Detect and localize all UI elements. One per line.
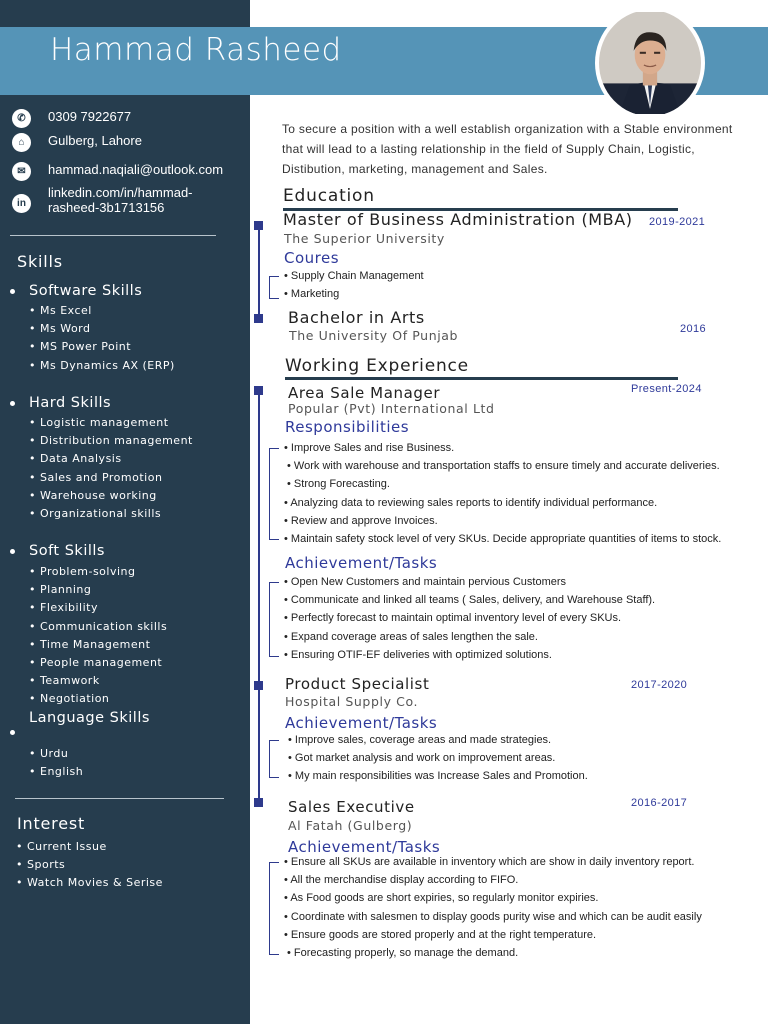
list-item: • Sports	[16, 856, 163, 874]
list-item: • Coordinate with salesmen to display goods purity wise and which can be audit easily	[284, 908, 702, 926]
list-item: • Negotiation	[29, 690, 167, 708]
contact-email[interactable]	[12, 162, 223, 181]
timeline-marker	[254, 314, 263, 323]
bullet-icon	[10, 289, 15, 294]
list-item: • Open New Customers and maintain pervious Customers	[284, 573, 655, 591]
list-item: • Marketing	[284, 285, 424, 303]
list-item: • Strong Forecasting.	[284, 475, 721, 493]
interest-list	[16, 838, 163, 893]
list-item: • People management	[29, 654, 167, 672]
timeline-marker	[254, 798, 263, 807]
software-skills-label: Software Skills	[29, 283, 143, 299]
career-objective: To secure a position with a well establish organization with a Stable environment that will lead to a lasting relationship in the field of Supply Chain, Logistic, Distibution, marketing, management and Sales.	[282, 122, 733, 176]
list-item: • Ms Dynamics AX (ERP)	[29, 357, 175, 375]
list-item: • Communication skills	[29, 618, 167, 636]
list-item: • Data Analysis	[29, 450, 193, 468]
job-2-title: Product Specialist	[285, 675, 430, 693]
job-3-date: 2016-2017	[631, 797, 688, 809]
language-skills-heading	[29, 710, 150, 726]
email-link[interactable]: hammad.naqiali@outlook.com	[48, 162, 224, 177]
ba-date: 2016	[680, 323, 707, 335]
courses-bracket	[269, 276, 279, 299]
courses-heading: Coures	[284, 249, 340, 267]
list-item: • Organizational skills	[29, 505, 193, 523]
job-3-ach-bracket	[269, 862, 279, 955]
list-item: • Problem-solving	[29, 563, 167, 581]
language-skills-label: Language Skills	[29, 710, 150, 726]
job-1-responsibilities-list	[284, 439, 721, 548]
contact-location	[12, 133, 142, 152]
list-item: • Supply Chain Management	[284, 267, 424, 285]
education-heading: Education	[283, 186, 375, 206]
job-1-company: Popular (Pvt) International Ltd	[288, 401, 495, 416]
list-item: • Perfectly forecast to maintain optimal inventory level of every SKUs.	[284, 609, 655, 627]
list-item: • Ensure all SKUs are available in inventory which are show in daily inventory report.	[284, 853, 702, 871]
list-item: • Sales and Promotion	[29, 469, 193, 487]
software-skills-list	[29, 302, 175, 375]
list-item: • Time Management	[29, 636, 167, 654]
linkedin-line-2: rasheed-3b1713156	[48, 200, 165, 215]
list-item: • Review and approve Invoices.	[284, 512, 721, 530]
interest-heading: Interest	[17, 814, 86, 833]
mba-date: 2019-2021	[649, 216, 706, 228]
list-item: • English	[29, 763, 83, 781]
job-1-ach-bracket	[269, 582, 279, 657]
list-item: • Maintain safety stock level of very SKUs. Decide appropriate quantities of items to stock.	[284, 530, 721, 548]
job-1-achievements-list	[284, 573, 655, 664]
timeline-marker	[254, 681, 263, 690]
home-icon: ⌂	[12, 133, 31, 152]
list-item: • Ensuring OTIF-EF deliveries with optimized solutions.	[284, 646, 655, 664]
avatar-image	[599, 10, 701, 116]
list-item: • As Food goods are short expiries, so regularly monitor expiries.	[284, 889, 702, 907]
ba-degree: Bachelor in Arts	[288, 308, 425, 327]
soft-skills-label: Soft Skills	[29, 543, 105, 559]
phone-icon: ✆	[12, 109, 31, 128]
list-item: • Improve sales, coverage areas and made strategies.	[288, 731, 588, 749]
contact-phone	[12, 109, 131, 128]
job-3-company: Al Fatah (Gulberg)	[288, 818, 413, 833]
job-1-title: Area Sale Manager	[288, 384, 441, 402]
location-text: Gulberg, Lahore	[48, 133, 142, 148]
hard-skills-label: Hard Skills	[29, 395, 112, 411]
list-item: • Analyzing data to reviewing sales reports to identify individual performance.	[284, 494, 721, 512]
list-item: • Ms Word	[29, 320, 175, 338]
list-item: • Teamwork	[29, 672, 167, 690]
job-1-date: Present-2024	[631, 383, 702, 395]
experience-rule	[285, 377, 678, 380]
job-3-achievements-list	[284, 853, 702, 962]
list-item: • Forecasting properly, so manage the demand.	[284, 944, 702, 962]
list-item: • All the merchandise display according to FIFO.	[284, 871, 702, 889]
list-item: • Watch Movies & Serise	[16, 874, 163, 892]
candidate-name: Hammad Rasheed	[50, 32, 342, 68]
job-2-date: 2017-2020	[631, 679, 688, 691]
language-skills-list	[29, 745, 83, 781]
list-item: • Planning	[29, 581, 167, 599]
sidebar-divider	[15, 798, 224, 799]
skills-heading: Skills	[17, 252, 63, 271]
ba-school: The University Of Punjab	[289, 328, 459, 343]
list-item: • Urdu	[29, 745, 83, 763]
list-item: • Ms Excel	[29, 302, 175, 320]
job-3-achievements-heading: Achievement/Tasks	[288, 838, 441, 856]
job-2-achievements-list	[288, 731, 588, 786]
job-2-company: Hospital Supply Co.	[285, 694, 419, 709]
timeline-line	[258, 230, 260, 318]
courses-list	[284, 267, 424, 303]
list-item: • Work with warehouse and transportation staffs to ensure timely and accurate deliveries.	[284, 457, 721, 475]
list-item: • Warehouse working	[29, 487, 193, 505]
list-item: • Expand coverage areas of sales lengthen the sale.	[284, 628, 655, 646]
list-item: • MS Power Point	[29, 338, 175, 356]
phone-text: 0309 7922677	[48, 109, 132, 124]
mba-degree: Master of Business Administration (MBA)	[283, 210, 633, 229]
linkedin-icon: in	[12, 194, 31, 213]
list-item: • Improve Sales and rise Business.	[284, 439, 721, 457]
list-item: • My main responsibilities was Increase Sales and Promotion.	[288, 767, 588, 785]
linkedin-link[interactable]	[48, 185, 193, 215]
list-item: • Logistic management	[29, 414, 193, 432]
profile-photo	[595, 6, 705, 120]
hard-skills-heading	[10, 395, 111, 411]
job-3-title: Sales Executive	[288, 798, 415, 816]
list-item: • Got market analysis and work on improvement areas.	[288, 749, 588, 767]
hard-skills-list	[29, 414, 193, 523]
bullet-icon	[10, 730, 15, 735]
linkedin-line-1: linkedin.com/in/hammad-	[48, 185, 193, 200]
list-item: • Current Issue	[16, 838, 163, 856]
job-1-achievements-heading: Achievement/Tasks	[285, 554, 438, 572]
sidebar-divider	[10, 235, 216, 236]
mba-school: The Superior University	[284, 231, 445, 246]
software-skills-heading	[10, 283, 142, 299]
timeline-marker	[254, 386, 263, 395]
job-2-achievements-heading: Achievement/Tasks	[285, 714, 438, 732]
contact-linkedin[interactable]	[12, 185, 193, 215]
timeline-marker	[254, 221, 263, 230]
job-1-responsibilities-heading: Responsibilities	[285, 418, 410, 436]
email-icon: ✉	[12, 162, 31, 181]
job-1-resp-bracket	[269, 448, 279, 540]
list-item: • Ensure goods are stored properly and at the right temperature.	[284, 926, 702, 944]
job-2-ach-bracket	[269, 740, 279, 778]
list-item: • Distribution management	[29, 432, 193, 450]
timeline-line	[258, 395, 260, 803]
bullet-icon	[10, 401, 15, 406]
list-item: • Communicate and linked all teams ( Sales, delivery, and Warehouse Staff).	[284, 591, 655, 609]
bullet-icon	[10, 549, 15, 554]
experience-heading: Working Experience	[285, 356, 469, 376]
soft-skills-heading	[10, 543, 105, 559]
list-item: • Flexibility	[29, 599, 167, 617]
soft-skills-list	[29, 563, 167, 709]
